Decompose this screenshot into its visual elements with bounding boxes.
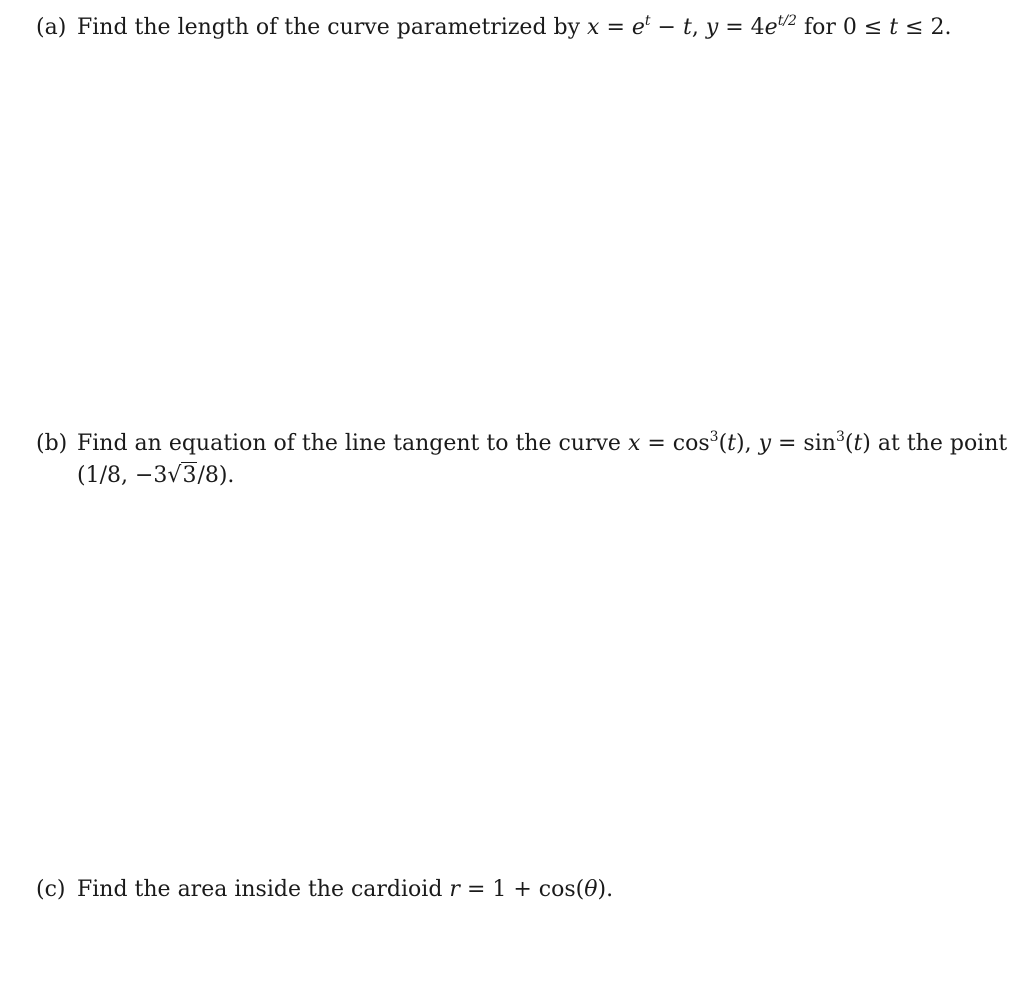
- math-exponent: 3: [709, 429, 719, 445]
- math-var-t: t: [889, 15, 899, 40]
- math-exponent: t: [644, 13, 651, 29]
- math-op: = sin: [771, 431, 836, 456]
- math-op: (: [718, 431, 728, 456]
- math-op: = 4: [718, 15, 765, 40]
- problem-a: [36, 12, 996, 44]
- problem-b: [36, 428, 1008, 492]
- sqrt-sign: √: [167, 463, 182, 488]
- problem-text: Find the length of the curve parametrized by: [77, 15, 588, 40]
- math-op: −: [650, 15, 683, 40]
- math-op: = 1 + cos(: [459, 877, 585, 902]
- problem-label: (b): [36, 431, 68, 456]
- problem-label: (c): [36, 877, 66, 902]
- math-var-theta: θ: [584, 877, 598, 902]
- math-var-y: y: [758, 431, 772, 456]
- math-var-t: t: [853, 431, 863, 456]
- problem-line: [36, 428, 1008, 460]
- math-exponent: 3: [835, 429, 845, 445]
- problem-text: Find an equation of the line tangent to the curve: [77, 431, 628, 456]
- problem-text: ≤ 2.: [898, 15, 952, 40]
- math-var-e: e: [764, 15, 778, 40]
- math-op: (: [844, 431, 854, 456]
- problem-text: at the point: [870, 431, 1008, 456]
- problem-label: (a): [36, 15, 67, 40]
- sqrt-radicand: 3: [182, 463, 197, 488]
- problem-line: [36, 460, 996, 492]
- math-op: ,: [691, 15, 706, 40]
- problem-text: Find the area inside the cardioid: [77, 877, 450, 902]
- math-var-e: e: [631, 15, 645, 40]
- math-op: = cos: [640, 431, 710, 456]
- math-var-t: t: [682, 15, 692, 40]
- math-var-r: r: [449, 877, 460, 902]
- math-exponent: t/2: [777, 13, 797, 29]
- math-var-x: x: [627, 431, 641, 456]
- math-op: ),: [736, 431, 759, 456]
- math-point: (1/8, −3: [77, 463, 168, 488]
- math-sqrt: [167, 460, 197, 492]
- problem-c: [36, 874, 996, 906]
- math-var-y: y: [705, 15, 719, 40]
- problem-text: for 0 ≤: [796, 15, 890, 40]
- math-op: ): [862, 431, 871, 456]
- math-var-x: x: [587, 15, 600, 40]
- math-op: =: [599, 15, 632, 40]
- math-point: /8).: [197, 463, 235, 488]
- math-var-t: t: [727, 431, 736, 456]
- problem-text: ).: [597, 877, 614, 902]
